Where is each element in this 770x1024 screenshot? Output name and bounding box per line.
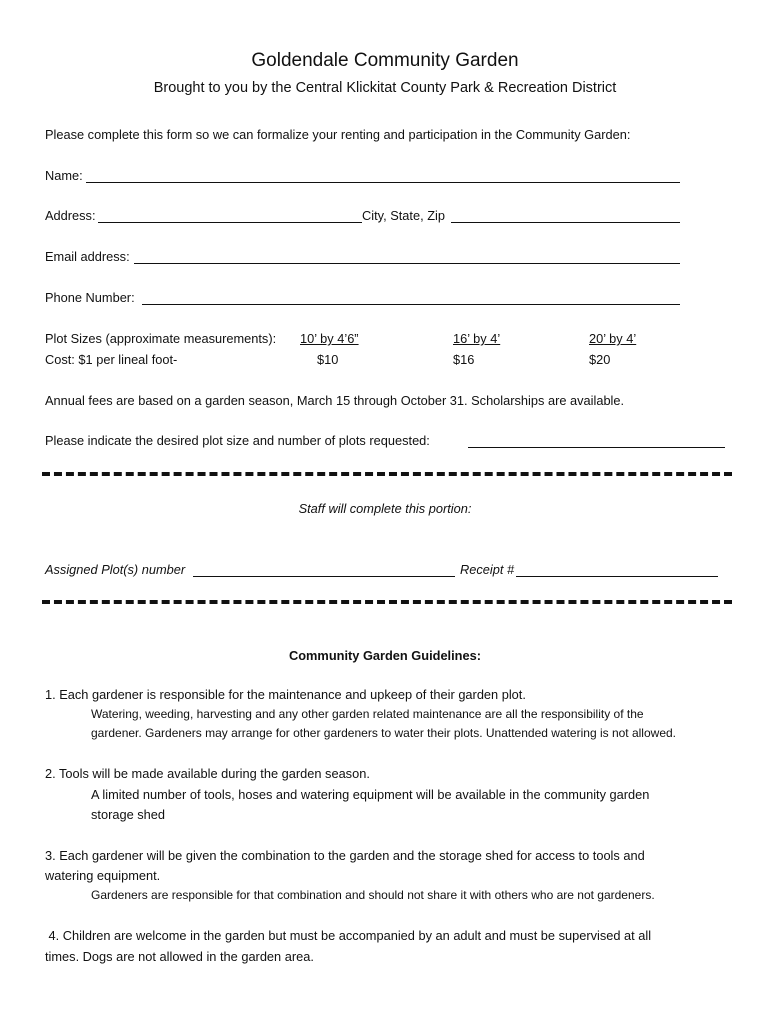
guideline-1: 1. Each gardener is responsible for the maintenance and upkeep of their garden plot.: [45, 687, 526, 702]
guideline-1-detail-line-1: Watering, weeding, harvesting and any other garden related maintenance are all the responsibility of the: [91, 707, 644, 721]
intro-text: Please complete this form so we can formalize your renting and participation in the Community Garden:: [45, 127, 631, 142]
email-label: Email address:: [45, 249, 130, 264]
plot-size-option-2: 16’ by 4’: [453, 331, 501, 346]
guideline-3-detail: Gardeners are responsible for that combination and should not share it with others who are not gardeners.: [91, 888, 655, 902]
page-subtitle: Brought to you by the Central Klickitat County Park & Recreation District: [153, 80, 617, 96]
plot-cost-option-3: $20: [589, 352, 611, 367]
guideline-1-detail-line-2: gardener. Gardeners may arrange for other gardeners to water their plots. Unattended watering is not allowed.: [91, 726, 676, 740]
page-title: Goldendale Community Garden: [251, 50, 519, 71]
cost-label: Cost: $1 per lineal foot-: [45, 352, 178, 367]
plot-size-option-3: 20’ by 4’: [589, 331, 637, 346]
guideline-4-line-1: 4. Children are welcome in the garden but must be accompanied by an adult and must be supervised at all: [45, 928, 652, 943]
plot-cost-option-1: $10: [317, 352, 339, 367]
address-field[interactable]: [98, 222, 362, 223]
receipt-field[interactable]: [516, 576, 718, 577]
plot-request-field[interactable]: [468, 447, 725, 448]
annual-fees-text: Annual fees are based on a garden season, March 15 through October 31. Scholarships are available.: [45, 393, 625, 408]
guideline-3-line-1: 3. Each gardener will be given the combination to the garden and the storage shed for access to tools and: [45, 848, 645, 863]
cut-line-top: [42, 472, 732, 476]
guideline-2-detail-line-2: storage shed: [91, 807, 165, 822]
city-state-zip-field[interactable]: [451, 222, 680, 223]
name-label: Name:: [45, 168, 83, 183]
guidelines-heading: Community Garden Guidelines:: [289, 648, 481, 663]
city-state-zip-label: City, State, Zip: [362, 208, 445, 223]
guideline-4-line-2: times. Dogs are not allowed in the garden area.: [45, 949, 314, 964]
plot-size-option-1: 10’ by 4’6”: [300, 331, 359, 346]
plot-sizes-label: Plot Sizes (approximate measurements):: [45, 331, 277, 346]
assigned-plot-field[interactable]: [193, 576, 455, 577]
phone-label: Phone Number:: [45, 290, 135, 305]
staff-heading: Staff will complete this portion:: [298, 501, 472, 516]
phone-field[interactable]: [142, 304, 680, 305]
address-label: Address:: [45, 208, 96, 223]
guideline-3-line-2: watering equipment.: [45, 868, 161, 883]
name-field[interactable]: [86, 182, 680, 183]
email-field[interactable]: [134, 263, 680, 264]
receipt-label: Receipt #: [460, 562, 515, 577]
cut-line-bottom: [42, 600, 732, 604]
plot-request-label: Please indicate the desired plot size and number of plots requested:: [45, 433, 430, 448]
plot-cost-option-2: $16: [453, 352, 475, 367]
assigned-plot-label: Assigned Plot(s) number: [45, 562, 186, 577]
guideline-2: 2. Tools will be made available during the garden season.: [45, 766, 370, 781]
guideline-2-detail-line-1: A limited number of tools, hoses and watering equipment will be available in the community garden: [91, 787, 650, 802]
